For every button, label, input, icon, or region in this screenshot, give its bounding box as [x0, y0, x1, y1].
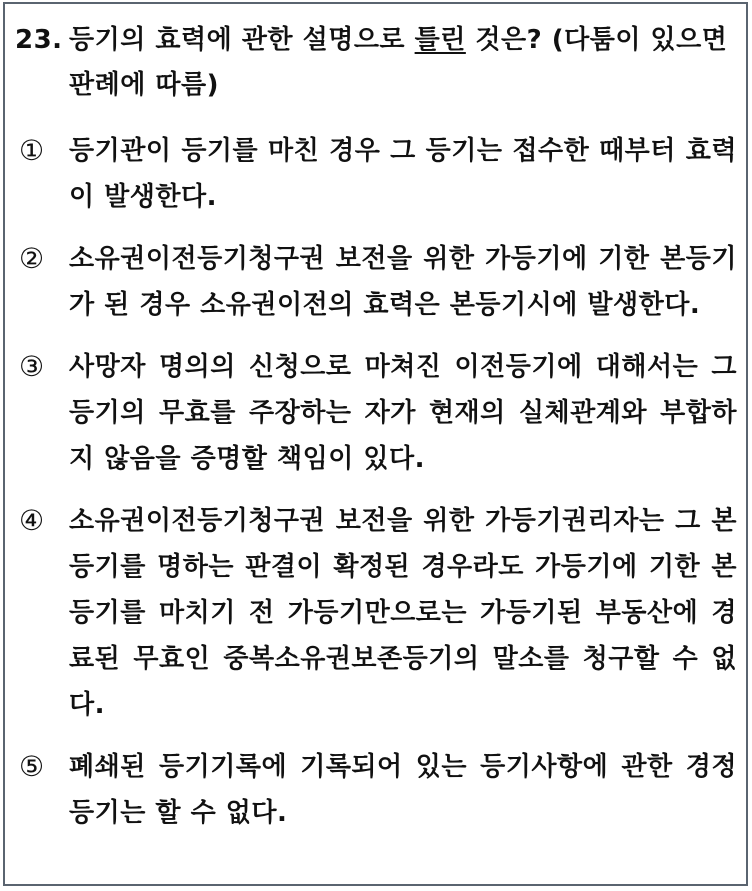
option-3 — [19, 344, 737, 482]
option-4 — [19, 498, 737, 728]
option-marker: ① — [19, 134, 45, 167]
option-marker: ② — [19, 242, 45, 275]
question-number: 23. — [15, 25, 63, 55]
answer-options — [19, 128, 737, 852]
option-marker: ③ — [19, 350, 45, 383]
question-underlined-word: 틀린 — [414, 25, 466, 55]
question-box — [3, 2, 748, 886]
option-text: 폐쇄된 등기기록에 기록되어 있는 등기사항에 관한 경정등기는 할 수 없다. — [69, 752, 737, 828]
question-text — [69, 18, 735, 108]
option-5 — [19, 744, 737, 836]
option-1 — [19, 128, 737, 220]
option-2 — [19, 236, 737, 328]
question-text-after: 것은? (다툼이 있으면 판례에 따름) — [69, 25, 728, 100]
option-text: 사망자 명의의 신청으로 마쳐진 이전등기에 대해서는 그 등기의 무효를 주장하는 자가 현재의 실체관계와 부합하지 않음을 증명할 책임이 있다. — [69, 352, 737, 474]
option-text: 등기관이 등기를 마친 경우 그 등기는 접수한 때부터 효력이 발생한다. — [69, 136, 737, 212]
option-marker: ⑤ — [19, 750, 45, 783]
question-stem — [15, 18, 735, 108]
question-text-before: 등기의 효력에 관한 설명으로 — [69, 25, 415, 55]
option-marker: ④ — [19, 504, 45, 537]
option-text: 소유권이전등기청구권 보전을 위한 가등기권리자는 그 본등기를 명하는 판결이 확정된 경우라도 가등기에 기한 본등기를 마치기 전 가등기만으로는 가등기된 부동산에 경료된 무효인 중복소유권보존등기의 말소를 청구할 수 없다. — [69, 506, 737, 720]
option-text: 소유권이전등기청구권 보전을 위한 가등기에 기한 본등기가 된 경우 소유권이전의 효력은 본등기시에 발생한다. — [69, 244, 737, 320]
